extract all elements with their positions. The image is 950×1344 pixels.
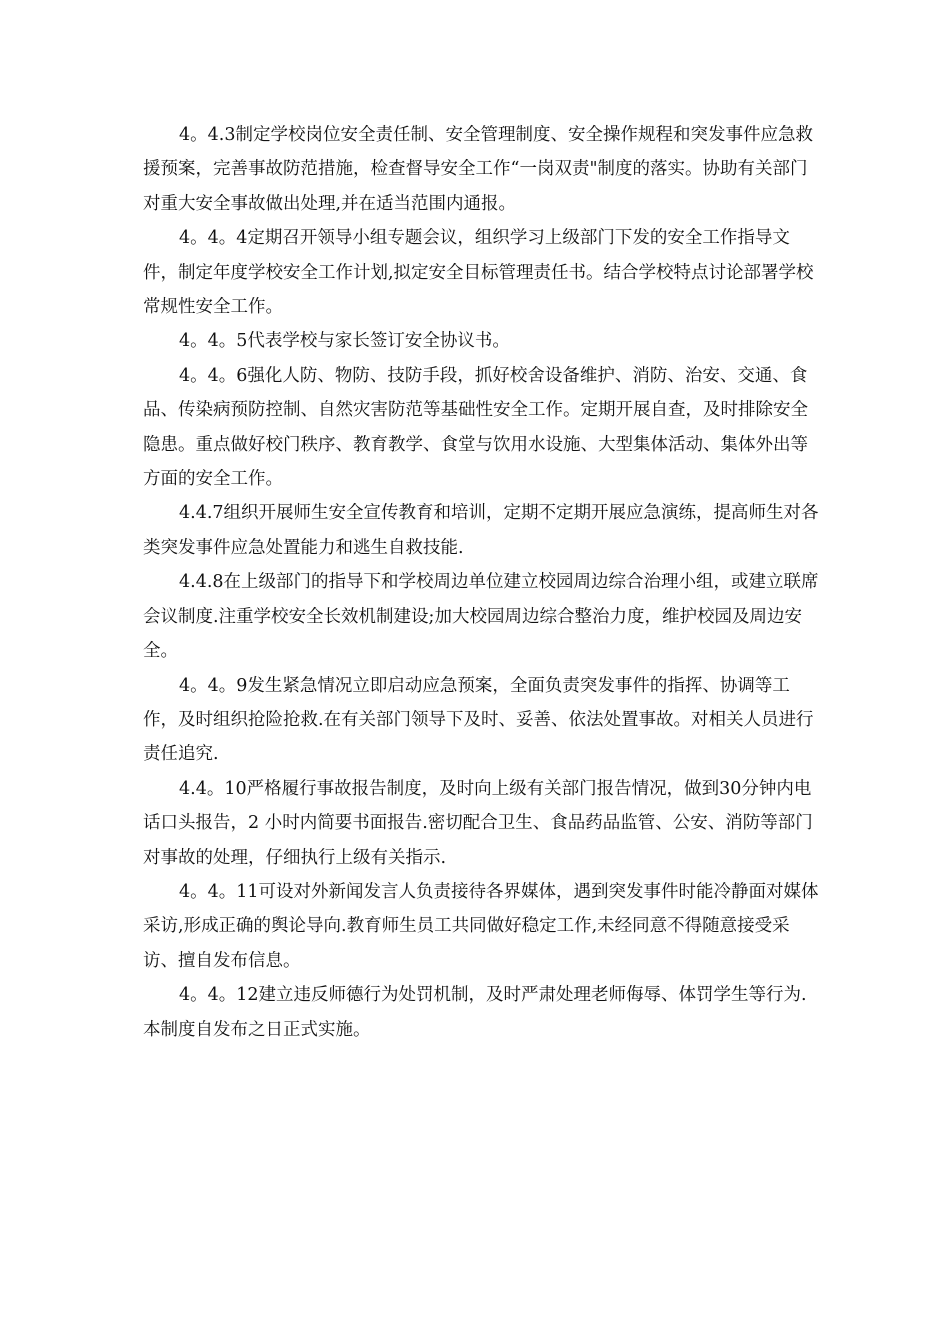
paragraph-4-4-3: 4。4.3制定学校岗位安全责任制、安全管理制度、安全操作规程和突发事件应急救援预案，完善事故防范措施，检查督导安全工作“一岗双责"制度的落实。协助有关部门对重大安全事故做出处理,并在适当范围内通报。 (143, 125, 813, 214)
paragraph-4-4-8: 4.4.8在上级部门的指导下和学校周边单位建立校园周边综合治理小组，或建立联席会议制度.注重学校安全长效机制建设;加大校园周边综合整治力度，维护校园及周边安全。 (143, 572, 819, 662)
paragraph-4-4-10: 4.4。10严格履行事故报告制度，及时向上级有关部门报告情况，做到30分钟内电话口头报告，2 小时内简要书面报告.密切配合卫生、食品药品监管、公安、消防等部门对事故的处理，仔细执行上级有关指示. (143, 778, 813, 868)
paragraph-4-4-11: 4。4。11可设对外新闻发言人负责接待各界媒体，遇到突发事件时能冷静面对媒体采访,形成正确的舆论导向.教育师生员工共同做好稳定工作,未经同意不得随意接受采访、擅自发布信息。 (143, 881, 819, 971)
paragraph-4-4-12: 4。4。12建立违反师德行为处罚机制，及时严肃处理老师侮辱、体罚学生等行为. (179, 985, 807, 1006)
paragraph-4-4-7: 4.4.7组织开展师生安全宣传教育和培训，定期不定期开展应急演练，提高师生对各类突发事件应急处置能力和逃生自救技能. (143, 503, 819, 558)
paragraph-4-4-9: 4。4。9发生紧急情况立即启动应急预案，全面负责突发事件的指挥、协调等工作，及时组织抢险抢救.在有关部门领导下及时、妥善、依法处置事故。对相关人员进行责任追究. (143, 675, 814, 765)
document-body (143, 118, 823, 1047)
paragraph-4-4-4: 4。4。4定期召开领导小组专题会议，组织学习上级部门下发的安全工作指导文件，制定年度学校安全工作计划,拟定安全目标管理责任书。结合学校特点讨论部署学校常规性安全工作。 (143, 228, 814, 318)
paragraph-4-4-6: 4。4。6强化人防、物防、技防手段，抓好校舍设备维护、消防、治安、交通、食品、传染病预防控制、自然灾害防范等基础性安全工作。定期开展自查，及时排除安全隐患。重点做好校门秩序、教育教学、食堂与饮用水设施、大型集体活动、集体外出等方面的安全工作。 (143, 365, 808, 490)
paragraph-4-4-5: 4。4。5代表学校与家长签订安全协议书。 (179, 331, 510, 352)
closing-statement: 本制度自发布之日正式实施。 (143, 1019, 371, 1040)
